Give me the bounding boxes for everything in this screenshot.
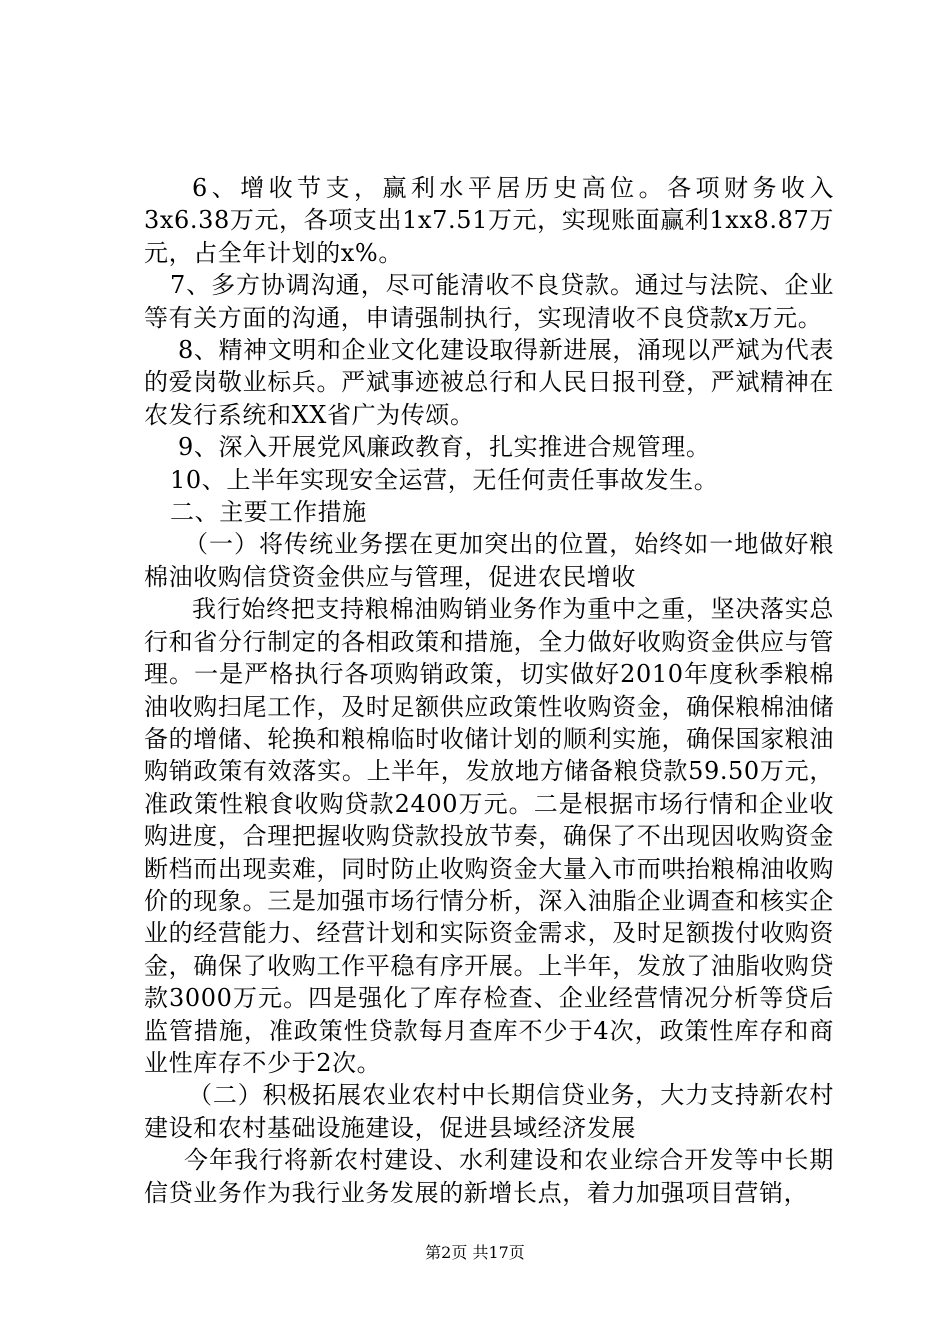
paragraph-achievement-7: 7、多方协调沟通，尽可能清收不良贷款。通过与法院、企业等有关方面的沟通，申请强制执行，实现清收不良贷款x万元。 — [144, 271, 834, 332]
paragraph-achievement-8: 8、精神文明和企业文化建设取得新进展，涌现以严斌为代表的爱岗敬业标兵。严斌事迹被总行和人民日报刊登，严斌精神在农发行系统和XX省广为传颂。 — [144, 336, 834, 429]
section-heading-measures: 二、主要工作措施 — [170, 498, 367, 527]
paragraph-achievement-9: 9、深入开展党风廉政教育，扎实推进合规管理。 — [178, 433, 711, 462]
paragraph-achievement-6: 6、增收节支，赢利水平居历史高位。各项财务收入3x6.38万元，各项支出1x7.51万元，实现账面赢利1xx8.87万元，占全年计划的x%。 — [144, 174, 834, 267]
subheading-traditional-business: （一）将传统业务摆在更加突出的位置，始终如一地做好粮棉油收购信贷资金供应与管理，促进农民增收 — [144, 530, 834, 591]
paragraph-traditional-business: 我行始终把支持粮棉油购销业务作为重中之重，坚决落实总行和省分行制定的各相政策和措施，全力做好收购资金供应与管理。一是严格执行各项购销政策，切实做好2010年度秋季粮棉油收购扫尾工作，及时足额供应政策性收购资金，确保粮棉油储备的增储、轮换和粮棉临时收储计划的顺利实施，确保国家粮油购销政策有效落实。上半年，发放地方储备粮贷款59.50万元，准政策性粮食收购贷款2400万元。二是根据市场行情和企业收购进度，合理把握收购贷款投放节奏，确保了不出现因收购资金断档而出现卖难，同时防止收购资金大量入市而哄抬粮棉油收购价的现象。三是加强市场行情分析，深入油脂企业调查和核实企业的经营能力、经营计划和实际资金需求，及时足额拨付收购资金，确保了收购工作平稳有序开展。上半年，发放了油脂收购贷款3000万元。四是强化了库存检查、企业经营情况分析等贷后监管措施，准政策性贷款每月查库不少于4次，政策性库存和商业性库存不少于2次。 — [144, 595, 834, 1077]
paragraph-achievement-10: 10、上半年实现安全运营，无任何责任事故发生。 — [170, 465, 719, 494]
page-footer — [0, 1240, 950, 1263]
paragraph-long-term-credit: 今年我行将新农村建设、水利建设和农业综合开发等中长期信贷业务作为我行业务发展的新增长点，着力加强项目营销， — [144, 1146, 834, 1207]
subheading-long-term-credit: （二）积极拓展农业农村中长期信贷业务，大力支持新农村建设和农村基础设施建设，促进县域经济发展 — [144, 1081, 834, 1142]
document-body — [144, 172, 834, 1209]
page-number-label: 第2页 共17页 — [425, 1243, 525, 1262]
